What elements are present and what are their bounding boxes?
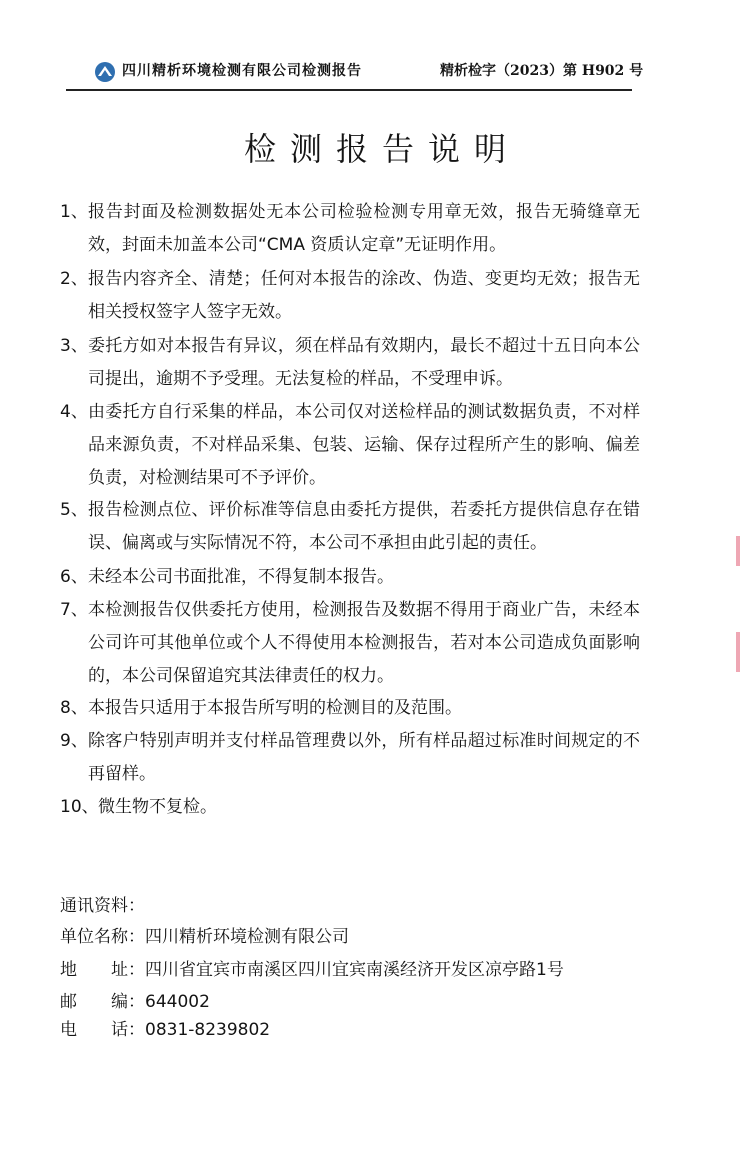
list-item [60,263,640,329]
list-item [60,594,640,693]
item-text: 除客户特别声明并支付样品管理费以外，所有样品超过标准时间规定的不再留样。 [88,731,640,784]
item-text: 委托方如对本报告有异议，须在样品有效期内，最长不超过十五日向本公司提出，逾期不予受理。无法复检的样品，不受理申诉。 [88,336,640,389]
item-number: 9、 [60,731,88,751]
list-item [60,330,640,396]
item-number: 7、 [60,600,88,620]
page-header [0,0,750,95]
item-number: 4、 [60,402,88,422]
postcode-label: 邮 编： [60,992,145,1012]
item-number: 1、 [60,202,88,222]
item-number: 3、 [60,336,88,356]
item-number: 6、 [60,567,88,587]
item-text: 报告内容齐全、清楚；任何对本报告的涂改、伪造、变更均无效；报告无相关授权签字人签字无效。 [88,269,640,322]
list-item [60,791,640,824]
contact-heading: 通讯资料： [60,896,145,916]
report-number: 精析检字（2023）第 H902 号 [440,63,644,79]
item-number: 10、 [60,797,99,817]
address-label: 地 址： [60,960,145,980]
contact-postcode-row [60,990,210,1014]
item-number: 2、 [60,269,88,289]
item-text: 报告检测点位、评价标准等信息由委托方提供，若委托方提供信息存在错误、偏离或与实际情况不符，本公司不承担由此引起的责任。 [88,500,640,553]
item-text: 微生物不复检。 [98,797,217,817]
company-logo-icon [94,61,116,83]
contact-address-row [60,958,564,982]
item-text: 报告封面及检测数据处无本公司检验检测专用章无效，报告无骑缝章无效，封面未加盖本公司“CMA 资质认定章”无证明作用。 [88,202,640,255]
postcode-value: 644002 [145,992,210,1012]
header-divider [66,89,632,91]
phone-label: 电 话： [60,1020,145,1040]
unit-label: 单位名称： [60,927,145,947]
contact-phone-row [60,1018,270,1042]
header-company-name: 四川精析环境检测有限公司检测报告 [122,63,362,79]
item-text: 未经本公司书面批准，不得复制本报告。 [88,567,394,587]
contact-unit-row [60,925,349,949]
page-title: 检测报告说明 [243,130,520,168]
item-text: 本检测报告仅供委托方使用，检测报告及数据不得用于商业广告，未经本公司许可其他单位或个人不得使用本检测报告，若对本公司造成负面影响的，本公司保留追究其法律责任的权力。 [88,600,640,686]
binding-seal-mark [736,632,740,672]
item-number: 5、 [60,500,88,520]
list-item [60,692,640,725]
list-item [60,494,640,560]
list-item [60,196,640,262]
list-item [60,561,640,594]
phone-value: 0831-8239802 [145,1020,271,1040]
list-item [60,725,640,791]
item-text: 本报告只适用于本报告所写明的检测目的及范围。 [88,698,462,718]
unit-value: 四川精析环境检测有限公司 [145,927,349,947]
list-item [60,396,640,495]
item-text: 由委托方自行采集的样品，本公司仅对送检样品的测试数据负责，不对样品来源负责，不对样品采集、包装、运输、保存过程所产生的影响、偏差负责，对检测结果可不予评价。 [88,402,640,488]
binding-seal-mark [736,536,740,566]
item-number: 8、 [60,698,88,718]
address-value: 四川省宜宾市南溪区四川宜宾南溪经济开发区凉亭路1号 [145,960,564,980]
